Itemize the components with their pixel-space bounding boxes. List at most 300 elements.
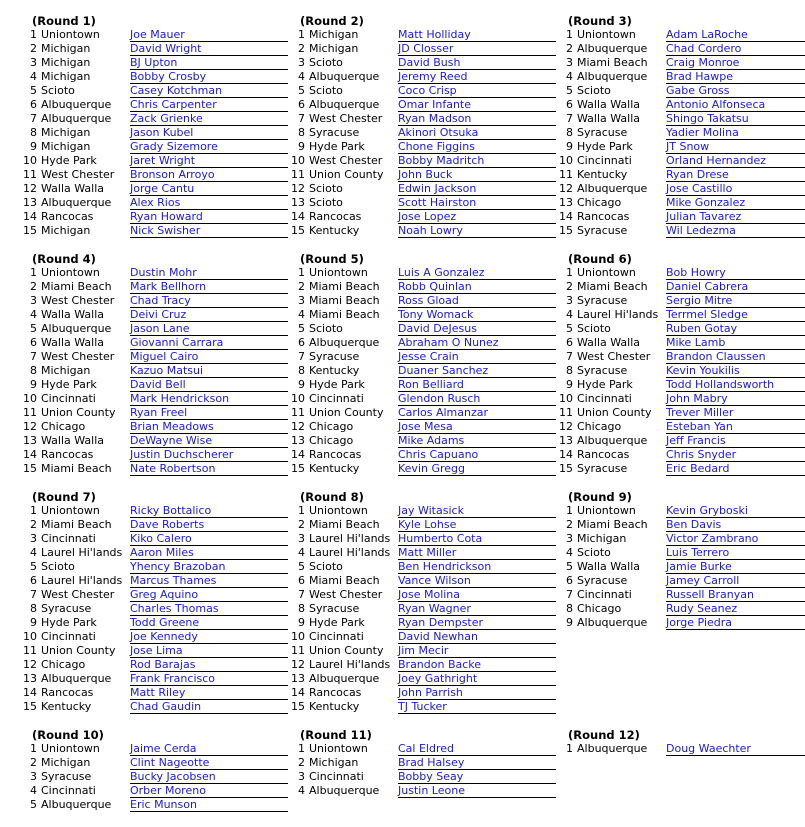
round-block — [556, 14, 805, 238]
pick-number: 9 — [566, 140, 573, 153]
round-title: (Round 2) — [300, 14, 364, 28]
pick-row — [556, 154, 805, 168]
team-name: Rancocas — [41, 210, 94, 223]
player-name: BJ Upton — [130, 56, 288, 70]
round-title: (Round 3) — [568, 14, 632, 28]
pick-number: 3 — [30, 532, 37, 545]
team-name: Syracuse — [41, 602, 92, 615]
player-name: Orber Moreno — [130, 784, 288, 798]
pick-number: 15 — [23, 224, 37, 237]
team-name: Scioto — [309, 56, 343, 69]
player-name: Mark Bellhorn — [130, 280, 288, 294]
pick-row — [20, 182, 288, 196]
player-name: Glendon Rusch — [398, 392, 556, 406]
round-title: (Round 9) — [568, 490, 632, 504]
team-name: Union County — [309, 168, 384, 181]
pick-number: 9 — [30, 140, 37, 153]
player-name: Kiko Calero — [130, 532, 288, 546]
player-name: Brad Halsey — [398, 756, 556, 770]
pick-number: 12 — [23, 420, 37, 433]
team-name: Walla Walla — [41, 182, 105, 195]
team-name: Albuquerque — [309, 336, 380, 349]
team-name: Rancocas — [309, 210, 362, 223]
pick-number: 14 — [23, 686, 37, 699]
team-name: Chicago — [309, 434, 354, 447]
team-name: Laurel Hi'lands — [309, 546, 391, 559]
pick-number: 8 — [298, 602, 305, 615]
pick-row — [556, 434, 805, 448]
pick-number: 6 — [566, 574, 573, 587]
pick-row — [20, 406, 288, 420]
player-name: Doug Waechter — [666, 742, 805, 756]
team-name: Miami Beach — [309, 280, 380, 293]
team-name: Uniontown — [41, 266, 100, 279]
player-name: Nate Robertson — [130, 462, 288, 476]
team-name: Hyde Park — [309, 140, 365, 153]
pick-row — [288, 616, 556, 630]
player-name: Carlos Almanzar — [398, 406, 556, 420]
pick-row — [288, 294, 556, 308]
pick-number: 3 — [566, 532, 573, 545]
pick-number: 8 — [30, 602, 37, 615]
player-name: Chad Gaudin — [130, 700, 288, 714]
player-name: Ross Gload — [398, 294, 556, 308]
team-name: Syracuse — [41, 770, 92, 783]
pick-row — [288, 672, 556, 686]
pick-number: 14 — [291, 448, 305, 461]
team-name: Uniontown — [41, 504, 100, 517]
player-name: Bob Howry — [666, 266, 805, 280]
team-name: Cincinnati — [309, 630, 364, 643]
player-name: Kevin Gryboski — [666, 504, 805, 518]
pick-row — [556, 574, 805, 588]
team-name: Albuquerque — [577, 42, 648, 55]
pick-number: 4 — [30, 546, 37, 559]
pick-row — [288, 574, 556, 588]
player-name: JT Snow — [666, 140, 805, 154]
team-name: Michigan — [577, 532, 627, 545]
team-name: Michigan — [41, 224, 91, 237]
team-name: Syracuse — [309, 350, 360, 363]
pick-row — [288, 98, 556, 112]
team-name: Scioto — [309, 182, 343, 195]
player-name: Duaner Sanchez — [398, 364, 556, 378]
pick-row — [556, 168, 805, 182]
pick-row — [20, 308, 288, 322]
pick-number: 4 — [298, 308, 305, 321]
player-name: Jaret Wright — [130, 154, 288, 168]
player-name: David Bush — [398, 56, 556, 70]
pick-row — [20, 574, 288, 588]
pick-number: 2 — [298, 280, 305, 293]
team-name: Miami Beach — [577, 280, 648, 293]
team-name: Albuquerque — [41, 798, 112, 811]
pick-row — [556, 392, 805, 406]
pick-number: 15 — [23, 700, 37, 713]
player-name: Marcus Thames — [130, 574, 288, 588]
player-name: Omar Infante — [398, 98, 556, 112]
pick-number: 2 — [566, 280, 573, 293]
pick-row — [556, 364, 805, 378]
team-name: Miami Beach — [309, 518, 380, 531]
player-name: Gabe Gross — [666, 84, 805, 98]
player-name: Brandon Backe — [398, 658, 556, 672]
pick-number: 11 — [291, 406, 305, 419]
player-name: Justin Duchscherer — [130, 448, 288, 462]
team-name: Uniontown — [309, 742, 368, 755]
pick-number: 13 — [23, 196, 37, 209]
pick-row — [556, 742, 805, 756]
pick-row — [288, 602, 556, 616]
pick-number: 9 — [566, 378, 573, 391]
pick-number: 1 — [30, 742, 37, 755]
pick-row — [20, 126, 288, 140]
pick-row — [20, 420, 288, 434]
team-name: Laurel Hi'lands — [309, 532, 391, 545]
pick-number: 7 — [566, 112, 573, 125]
pick-row — [288, 56, 556, 70]
pick-row — [288, 630, 556, 644]
pick-number: 3 — [566, 294, 573, 307]
player-name: Nick Swisher — [130, 224, 288, 238]
player-name: Matt Holliday — [398, 28, 556, 42]
team-name: Rancocas — [41, 448, 94, 461]
player-name: Jesse Crain — [398, 350, 556, 364]
pick-row — [20, 266, 288, 280]
pick-number: 5 — [566, 322, 573, 335]
pick-row — [556, 462, 805, 476]
pick-number: 13 — [559, 196, 573, 209]
team-name: Union County — [41, 644, 116, 657]
pick-row — [288, 784, 556, 798]
player-name: Russell Branyan — [666, 588, 805, 602]
player-name: Jay Witasick — [398, 504, 556, 518]
pick-row — [20, 350, 288, 364]
team-name: Chicago — [41, 658, 86, 671]
round-title: (Round 11) — [300, 728, 372, 742]
player-name: Grady Sizemore — [130, 140, 288, 154]
player-name: Chris Carpenter — [130, 98, 288, 112]
team-name: Kentucky — [309, 364, 360, 377]
round-title: (Round 12) — [568, 728, 640, 742]
player-name: Yadier Molina — [666, 126, 805, 140]
pick-number: 4 — [30, 784, 37, 797]
team-name: Cincinnati — [309, 392, 364, 405]
pick-row — [556, 588, 805, 602]
pick-row — [20, 98, 288, 112]
player-name: Jamey Carroll — [666, 574, 805, 588]
team-name: Kentucky — [309, 462, 360, 475]
player-name: Kazuo Matsui — [130, 364, 288, 378]
pick-row — [556, 112, 805, 126]
team-name: Miami Beach — [41, 518, 112, 531]
pick-number: 15 — [559, 224, 573, 237]
pick-row — [288, 700, 556, 714]
pick-number: 12 — [23, 182, 37, 195]
player-name: Robb Quinlan — [398, 280, 556, 294]
team-name: Albuquerque — [309, 672, 380, 685]
pick-number: 6 — [30, 574, 37, 587]
pick-row — [288, 588, 556, 602]
player-name: TJ Tucker — [398, 700, 556, 714]
pick-row — [556, 182, 805, 196]
pick-number: 11 — [23, 644, 37, 657]
pick-number: 11 — [559, 168, 573, 181]
pick-number: 8 — [566, 602, 573, 615]
player-name: Ron Belliard — [398, 378, 556, 392]
pick-row — [556, 196, 805, 210]
pick-number: 4 — [30, 308, 37, 321]
team-name: Walla Walla — [41, 308, 105, 321]
pick-number: 5 — [30, 84, 37, 97]
team-name: Miami Beach — [309, 308, 380, 321]
team-name: Michigan — [41, 70, 91, 83]
team-name: Cincinnati — [577, 154, 632, 167]
player-name: Kevin Gregg — [398, 462, 556, 476]
pick-row — [556, 126, 805, 140]
pick-row — [20, 448, 288, 462]
pick-row — [288, 518, 556, 532]
round-block — [556, 728, 805, 756]
player-name: Zack Grienke — [130, 112, 288, 126]
pick-row — [20, 630, 288, 644]
team-name: Uniontown — [41, 28, 100, 41]
pick-row — [556, 56, 805, 70]
team-name: Michigan — [309, 756, 359, 769]
pick-number: 5 — [566, 84, 573, 97]
team-name: Cincinnati — [41, 532, 96, 545]
player-name: Ryan Freel — [130, 406, 288, 420]
team-name: Walla Walla — [577, 112, 641, 125]
pick-row — [288, 434, 556, 448]
team-name: Cincinnati — [577, 392, 632, 405]
player-name: Bronson Arroyo — [130, 168, 288, 182]
player-name: Scott Hairston — [398, 196, 556, 210]
player-name: JD Closser — [398, 42, 556, 56]
pick-row — [288, 154, 556, 168]
pick-row — [556, 308, 805, 322]
pick-number: 14 — [291, 210, 305, 223]
player-name: Jose Lopez — [398, 210, 556, 224]
player-name: Antonio Alfonseca — [666, 98, 805, 112]
team-name: Hyde Park — [309, 616, 365, 629]
pick-row — [288, 70, 556, 84]
player-name: Ryan Drese — [666, 168, 805, 182]
pick-row — [288, 364, 556, 378]
pick-row — [20, 42, 288, 56]
pick-row — [20, 378, 288, 392]
pick-row — [20, 322, 288, 336]
pick-row — [556, 602, 805, 616]
pick-number: 4 — [298, 546, 305, 559]
pick-number: 8 — [298, 364, 305, 377]
pick-row — [556, 294, 805, 308]
pick-row — [20, 686, 288, 700]
pick-number: 1 — [30, 28, 37, 41]
pick-row — [288, 112, 556, 126]
pick-number: 14 — [23, 210, 37, 223]
pick-number: 11 — [23, 406, 37, 419]
team-name: Union County — [309, 644, 384, 657]
player-name: Esteban Yan — [666, 420, 805, 434]
player-name: Craig Monroe — [666, 56, 805, 70]
pick-row — [556, 420, 805, 434]
pick-number: 6 — [30, 336, 37, 349]
team-name: Michigan — [41, 126, 91, 139]
team-name: Albuquerque — [41, 98, 112, 111]
team-name: Walla Walla — [41, 336, 105, 349]
team-name: Walla Walla — [41, 434, 105, 447]
pick-row — [556, 448, 805, 462]
player-name: Chone Figgins — [398, 140, 556, 154]
player-name: Ryan Howard — [130, 210, 288, 224]
team-name: Scioto — [577, 84, 611, 97]
pick-row — [556, 70, 805, 84]
player-name: Cal Eldred — [398, 742, 556, 756]
pick-row — [288, 378, 556, 392]
pick-number: 1 — [30, 504, 37, 517]
player-name: Terrmel Sledge — [666, 308, 805, 322]
pick-row — [288, 644, 556, 658]
player-name: Noah Lowry — [398, 224, 556, 238]
pick-row — [20, 658, 288, 672]
team-name: Miami Beach — [41, 462, 112, 475]
round-block — [20, 252, 288, 476]
team-name: Walla Walla — [577, 98, 641, 111]
pick-number: 8 — [298, 126, 305, 139]
pick-number: 1 — [30, 266, 37, 279]
pick-number: 4 — [30, 70, 37, 83]
pick-row — [20, 70, 288, 84]
pick-number: 8 — [30, 364, 37, 377]
player-name: Ben Hendrickson — [398, 560, 556, 574]
player-name: Adam LaRoche — [666, 28, 805, 42]
pick-number: 3 — [298, 294, 305, 307]
pick-number: 13 — [291, 672, 305, 685]
player-name: Justin Leone — [398, 784, 556, 798]
pick-number: 11 — [291, 168, 305, 181]
team-name: Laurel Hi'lands — [577, 308, 659, 321]
pick-row — [288, 280, 556, 294]
player-name: Rudy Seanez — [666, 602, 805, 616]
team-name: Kentucky — [309, 224, 360, 237]
player-name: Coco Crisp — [398, 84, 556, 98]
pick-number: 10 — [291, 630, 305, 643]
player-name: Orland Hernandez — [666, 154, 805, 168]
pick-number: 10 — [23, 154, 37, 167]
player-name: Deivi Cruz — [130, 308, 288, 322]
player-name: Bobby Seay — [398, 770, 556, 784]
player-name: John Parrish — [398, 686, 556, 700]
pick-row — [556, 28, 805, 42]
pick-number: 1 — [298, 266, 305, 279]
team-name: Scioto — [309, 196, 343, 209]
team-name: Walla Walla — [577, 560, 641, 573]
team-name: Michigan — [309, 42, 359, 55]
pick-number: 5 — [298, 560, 305, 573]
player-name: Matt Riley — [130, 686, 288, 700]
pick-row — [20, 336, 288, 350]
team-name: Rancocas — [309, 686, 362, 699]
pick-row — [288, 210, 556, 224]
player-name: Ben Davis — [666, 518, 805, 532]
pick-row — [20, 546, 288, 560]
pick-row — [288, 308, 556, 322]
team-name: Michigan — [41, 42, 91, 55]
team-name: Uniontown — [309, 504, 368, 517]
pick-row — [20, 196, 288, 210]
player-name: Victor Zambrano — [666, 532, 805, 546]
pick-number: 10 — [291, 154, 305, 167]
player-name: David DeJesus — [398, 322, 556, 336]
pick-number: 2 — [566, 518, 573, 531]
pick-row — [20, 532, 288, 546]
player-name: Joey Gathright — [398, 672, 556, 686]
pick-number: 9 — [298, 378, 305, 391]
pick-row — [288, 462, 556, 476]
pick-number: 5 — [566, 560, 573, 573]
pick-number: 5 — [30, 560, 37, 573]
player-name: Jaime Cerda — [130, 742, 288, 756]
team-name: Scioto — [309, 560, 343, 573]
team-name: Rancocas — [309, 448, 362, 461]
pick-number: 5 — [298, 322, 305, 335]
round-block — [288, 728, 556, 798]
player-name: Akinori Otsuka — [398, 126, 556, 140]
pick-row — [20, 154, 288, 168]
player-name: John Mabry — [666, 392, 805, 406]
pick-row — [20, 56, 288, 70]
player-name: Yhency Brazoban — [130, 560, 288, 574]
team-name: Albuquerque — [577, 182, 648, 195]
pick-number: 1 — [298, 742, 305, 755]
pick-number: 15 — [291, 224, 305, 237]
pick-row — [556, 406, 805, 420]
pick-number: 2 — [30, 518, 37, 531]
pick-row — [288, 42, 556, 56]
round-title: (Round 5) — [300, 252, 364, 266]
team-name: Miami Beach — [41, 280, 112, 293]
player-name: Ryan Dempster — [398, 616, 556, 630]
round-title: (Round 7) — [32, 490, 96, 504]
team-name: Michigan — [309, 28, 359, 41]
pick-number: 1 — [566, 266, 573, 279]
player-name: Bucky Jacobsen — [130, 770, 288, 784]
pick-row — [20, 140, 288, 154]
pick-number: 3 — [30, 770, 37, 783]
team-name: Laurel Hi'lands — [41, 546, 123, 559]
team-name: Kentucky — [41, 700, 92, 713]
player-name: Jose Molina — [398, 588, 556, 602]
pick-row — [20, 280, 288, 294]
player-name: Jorge Cantu — [130, 182, 288, 196]
player-name: Todd Hollandsworth — [666, 378, 805, 392]
player-name: Jorge Piedra — [666, 616, 805, 630]
pick-number: 13 — [559, 434, 573, 447]
player-name: Daniel Cabrera — [666, 280, 805, 294]
team-name: Hyde Park — [41, 154, 97, 167]
pick-number: 1 — [298, 28, 305, 41]
round-block — [20, 490, 288, 714]
pick-number: 13 — [23, 672, 37, 685]
player-name: Jose Mesa — [398, 420, 556, 434]
player-name: Casey Kotchman — [130, 84, 288, 98]
player-name: Tony Womack — [398, 308, 556, 322]
pick-number: 8 — [566, 364, 573, 377]
team-name: Kentucky — [577, 168, 628, 181]
pick-number: 7 — [566, 350, 573, 363]
team-name: Miami Beach — [577, 56, 648, 69]
